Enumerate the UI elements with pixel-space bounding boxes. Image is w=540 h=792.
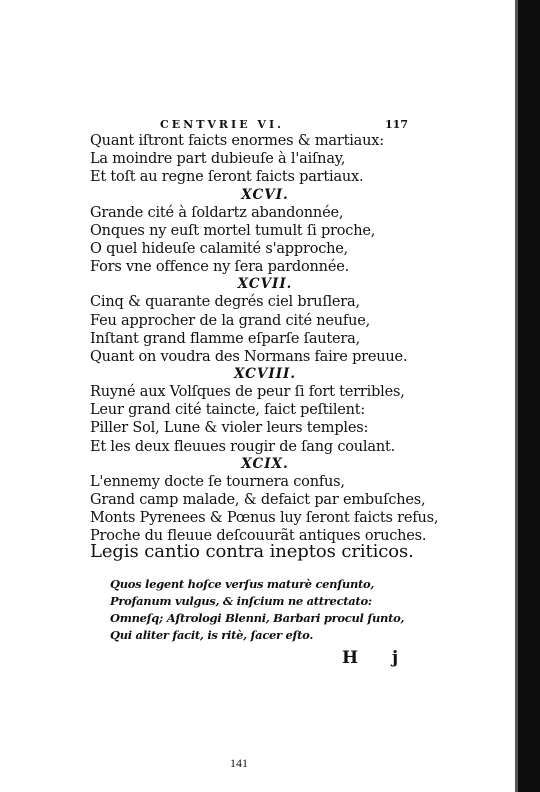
verse-line: O quel hideuſe calamité s'approche, <box>90 240 349 257</box>
quatrain-98 <box>90 366 420 456</box>
verse-line: Feu approcher de la grand cité neufue, <box>90 312 371 329</box>
quatrain-99 <box>90 455 439 546</box>
verse-line: Et toſt au regne ſeront faicts partiaux. <box>90 169 364 186</box>
folio-number: 117 <box>385 118 408 131</box>
verse-line: L'ennemy docte ſe tournera confus, <box>90 473 345 490</box>
verse-line: Piller Sol, Lune & violer leurs temples: <box>90 420 369 437</box>
quatrain-95-end <box>90 132 420 187</box>
epigram-block <box>110 576 430 644</box>
epigram-line: Omneſq; Aſtrologi Blenni, Barbari procul ſunto, <box>110 611 405 625</box>
quatrain-numeral: XCIX. <box>241 455 289 472</box>
verse-line: La moindre part dubieuſe à l'aiſnay, <box>90 151 346 168</box>
verse-line: Cinq & quarante degrés ciel bruſlera, <box>90 294 360 311</box>
verse-line: Quant on voudra des Normans faire preuue. <box>90 348 408 365</box>
verse-line: Quant iſtront faicts enormes & martiaux: <box>90 133 384 149</box>
running-head: CENTVRIE VI. <box>160 118 284 131</box>
verse-line: Monts Pyrenees & Pœnus luy ſeront faicts refus, <box>90 510 439 527</box>
epigram-line: Profanum vulgus, & inſcium ne attrectato: <box>110 594 372 608</box>
verse-line: Et les deux fleuues rougir de ſang coulant. <box>90 438 395 455</box>
verse-line: Proche du fleuue deſcouurãt antiques oruches. <box>90 528 427 545</box>
page-edge-border <box>518 0 540 792</box>
quatrain-numeral: XCVII. <box>237 276 293 293</box>
verse-line: Ruyné aux Volſques de peur ſi fort terribles, <box>90 384 405 401</box>
epigram-title: Legis cantio contra ineptos criticos. <box>90 541 414 562</box>
verse-line: Grand camp malade, & defaict par embuſches, <box>90 492 426 508</box>
verse-line: Grande cité à ſoldartz abandonnée, <box>90 204 344 221</box>
verse-line: Onques ny euſt mortel tumult ſi proche, <box>90 222 376 239</box>
quatrain-numeral: XCVIII. <box>233 366 297 383</box>
quatrain-block <box>90 132 439 546</box>
verse-line: Inſtant grand flamme eſparſe ſautera, <box>90 330 361 347</box>
quatrain-numeral: XCVI. <box>241 186 289 203</box>
quatrain-97 <box>90 276 420 366</box>
page-number: 141 <box>230 756 248 770</box>
verse-line: Leur grand cité taincte, faict peſtilent: <box>90 402 366 419</box>
epigram-line: Qui aliter facit, is ritè, ſacer eſto. <box>110 628 314 642</box>
gathering-signature: H j <box>342 648 413 668</box>
epigram-line: Quos legent hoſce verſus maturè cenſunto, <box>110 577 375 591</box>
verse-line: Fors vne offence ny ſera pardonnée. <box>90 259 349 276</box>
quatrain-96 <box>90 187 420 277</box>
